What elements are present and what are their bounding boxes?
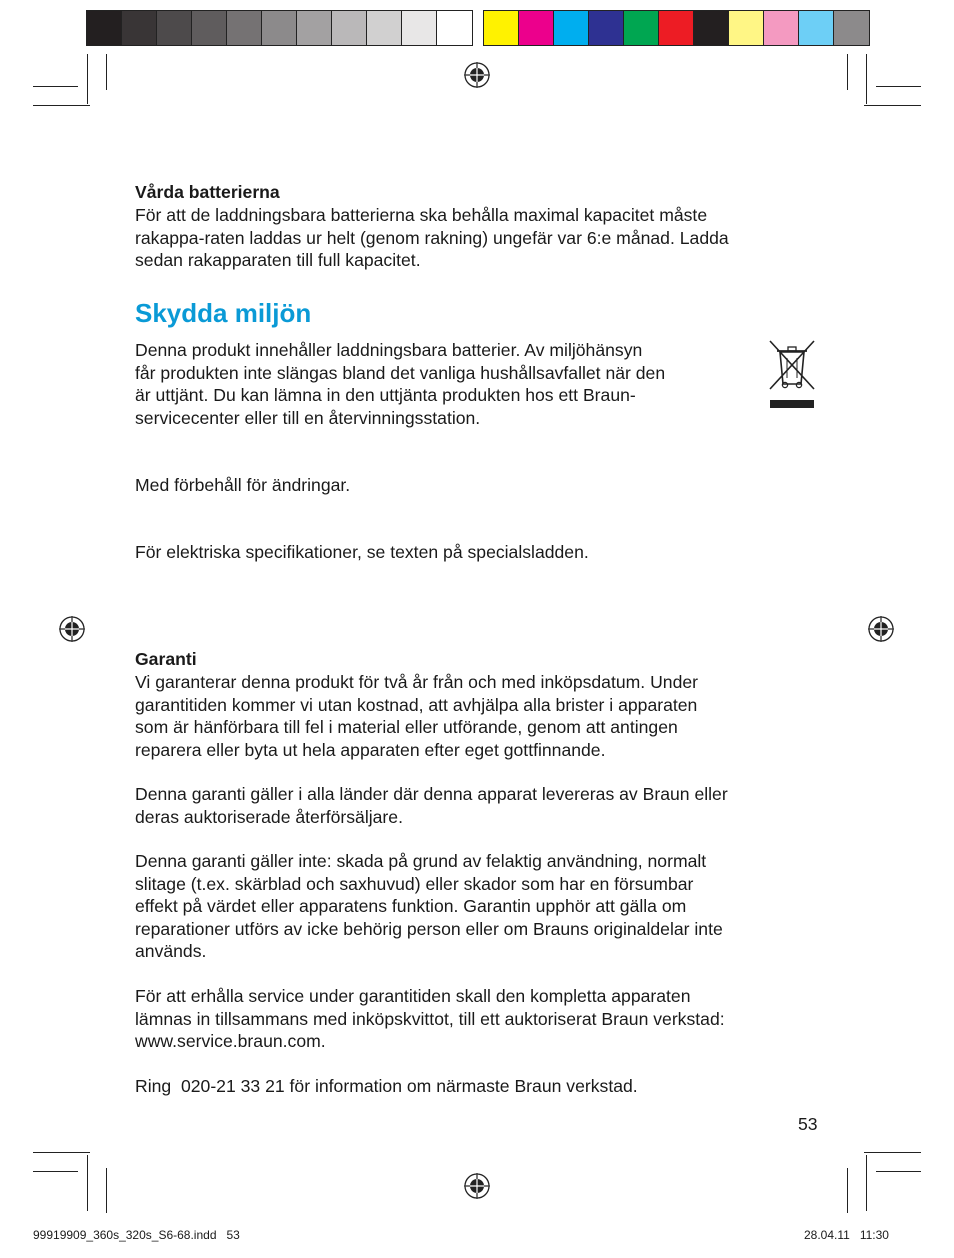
text-line: får produkten inte slängas bland det vanliga hushållsavfallet när den	[135, 362, 666, 383]
color-swatch	[729, 11, 764, 45]
registration-mark-icon	[58, 615, 86, 643]
gray-color-bar	[86, 10, 473, 46]
text-line: garantitiden kommer vi utan kostnad, att avhjälpa alla brister i apparaten	[135, 694, 698, 715]
batteries-paragraph	[135, 204, 835, 272]
crop-mark	[864, 1152, 921, 1153]
process-color-bar	[483, 10, 870, 46]
color-swatch	[262, 11, 297, 45]
color-swatch	[694, 11, 729, 45]
color-swatch	[659, 11, 694, 45]
crop-mark	[864, 105, 921, 106]
color-swatch	[554, 11, 589, 45]
registration-mark-icon	[463, 1172, 491, 1200]
color-swatch	[519, 11, 554, 45]
color-swatch	[367, 11, 402, 45]
warranty-paragraph-2	[135, 783, 835, 828]
crop-mark	[33, 1152, 90, 1153]
warranty-paragraph-3	[135, 850, 835, 963]
color-swatch	[297, 11, 332, 45]
text-line: Vi garanterar denna produkt för två år från och med inköpsdatum. Under	[135, 672, 698, 692]
crop-mark	[847, 1168, 848, 1213]
crop-mark	[866, 1155, 867, 1211]
crop-mark	[106, 1168, 107, 1213]
crop-mark	[847, 54, 848, 90]
color-swatch	[192, 11, 227, 45]
page-number: 53	[798, 1114, 818, 1134]
crop-mark	[876, 1171, 921, 1172]
environment-title: Skydda miljön	[135, 298, 312, 328]
text-line: deras auktoriserade återförsäljare.	[135, 806, 403, 827]
text-line: lämnas in tillsammans med inköpskvittot, till ett auktoriserat Braun verkstad:	[135, 1008, 725, 1029]
service-link[interactable]: www.service.braun.com.	[135, 1031, 326, 1051]
color-swatch	[799, 11, 834, 45]
text-line: Denna garanti gäller i alla länder där denna apparat levereras av Braun eller	[135, 784, 728, 804]
batteries-heading: Vårda batterierna	[135, 182, 280, 202]
crop-mark	[33, 1171, 78, 1172]
text-line: används.	[135, 941, 207, 961]
registration-mark-icon	[463, 61, 491, 89]
text-line: slitage (t.ex. skärblad och saxhuvud) eller skador som har en försumbar	[135, 873, 694, 894]
footer-file-name: 99919909_360s_320s_S6-68.indd 53	[33, 1228, 240, 1242]
text-line: För att de laddningsbara batterierna ska behålla maximal kapacitet måste	[135, 205, 708, 225]
warranty-paragraph-5: Ring 020-21 33 21 för information om närmaste Braun verkstad.	[135, 1076, 638, 1096]
color-swatch	[332, 11, 367, 45]
color-swatch	[484, 11, 519, 45]
color-swatch	[437, 11, 472, 45]
crop-mark	[33, 105, 90, 106]
text-line: reparera eller byta ut hela apparaten efter eget gottfinnande.	[135, 739, 606, 760]
changes-note: Med förbehåll för ändringar.	[135, 475, 351, 495]
color-swatch	[227, 11, 262, 45]
text-line: Denna produkt innehåller laddningsbara batterier. Av miljöhänsyn	[135, 340, 643, 360]
text-line: som är hänförbara till fel i material eller utförande, genom att antingen	[135, 717, 678, 737]
warranty-paragraph-4	[135, 985, 835, 1053]
color-swatch	[122, 11, 157, 45]
color-swatch	[402, 11, 437, 45]
text-line: sedan rakapparaten till full kapacitet.	[135, 250, 421, 270]
crop-mark	[106, 54, 107, 90]
registration-mark-icon	[867, 615, 895, 643]
crop-mark	[87, 1155, 88, 1211]
color-swatch	[764, 11, 799, 45]
crop-mark	[876, 86, 921, 87]
text-line: servicecenter eller till en återvinningsstation.	[135, 407, 481, 428]
text-line: För att erhålla service under garantitiden skall den kompletta apparaten	[135, 986, 691, 1006]
color-swatch	[834, 11, 869, 45]
color-swatch	[87, 11, 122, 45]
crop-mark	[33, 86, 78, 87]
environment-paragraph	[135, 339, 755, 429]
color-swatch	[624, 11, 659, 45]
text-line: Denna garanti gäller inte: skada på grund av felaktig användning, normalt	[135, 851, 707, 871]
footer-date: 28.04.11 11:30	[804, 1228, 889, 1242]
text-line: effekt på värdet eller apparatens funktion. Garantin upphör att gälla om	[135, 896, 687, 916]
text-line: reparationer utförs av icke behörig person eller om Brauns originaldelar inte	[135, 918, 723, 939]
specs-note: För elektriska specifikationer, se texten på specialsladden.	[135, 542, 589, 562]
text-line: rakappa-raten laddas ur helt (genom rakning) ungefär var 6:e månad. Ladda	[135, 227, 729, 248]
crossed-out-wheelie-bin-icon	[767, 338, 817, 410]
warranty-paragraph-1	[135, 671, 835, 761]
warranty-heading: Garanti	[135, 649, 197, 669]
crop-mark	[866, 54, 867, 104]
crop-mark	[87, 54, 88, 104]
text-line: är uttjänt. Du kan lämna in den uttjänta produkten hos ett Braun-	[135, 385, 636, 405]
color-swatch	[589, 11, 624, 45]
color-swatch	[157, 11, 192, 45]
